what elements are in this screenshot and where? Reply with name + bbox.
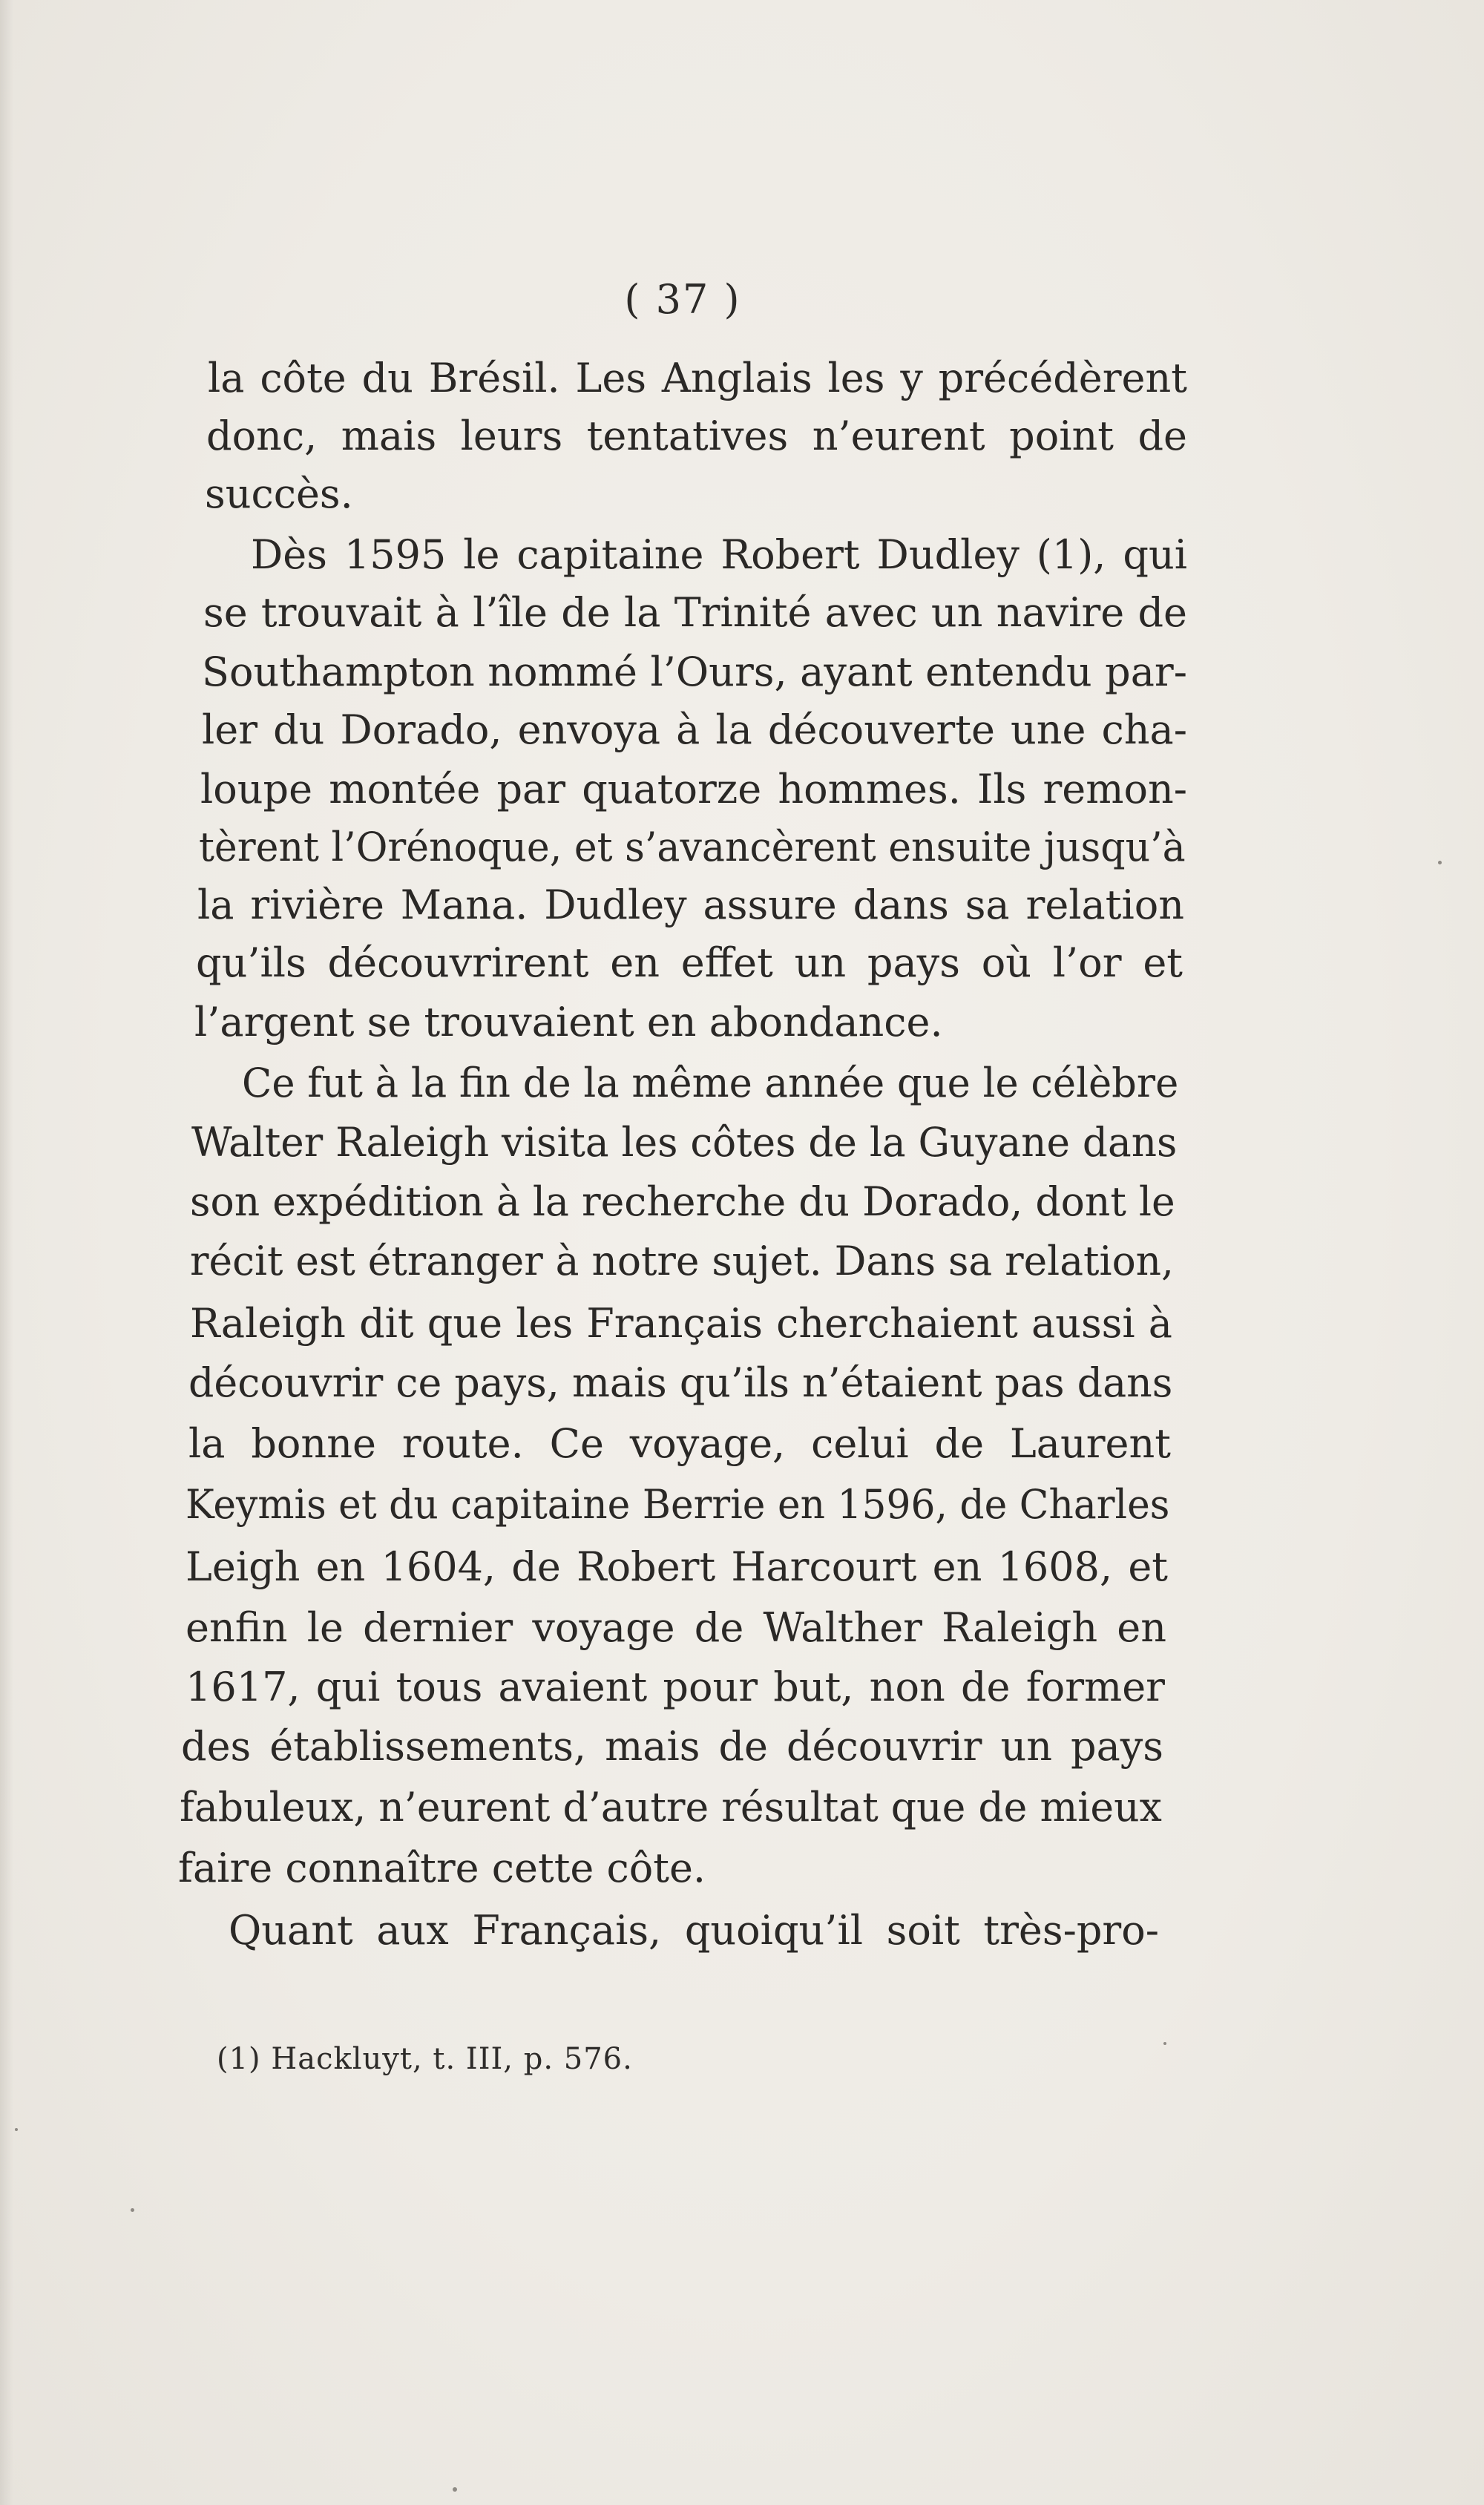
text-line: 1617, qui tous avaient pour but, non de former [186, 1664, 1165, 1710]
text-line: récit est étranger à notre sujet. Dans sa relation, [190, 1238, 1175, 1284]
page-number: ( 37 ) [624, 276, 741, 323]
text-line: donc, mais leurs tentatives n’eurent point de [206, 413, 1187, 459]
text-line: la côte du Brésil. Les Anglais les y précédèrent [208, 355, 1187, 401]
text-line: des établissements, mais de découvrir un pays [181, 1723, 1163, 1770]
footnote: (1) Hackluyt, t. III, p. 576. [217, 2042, 633, 2076]
text-line: son expédition à la recherche du Dorado, dont le [190, 1178, 1175, 1225]
text-line: fabuleux, n’eurent d’autre résultat que de mieux [180, 1784, 1162, 1831]
text-line: se trouvait à l’île de la Trinité avec un navire de [203, 589, 1187, 636]
text-line: Keymis et du capitaine Berrie en 1596, de Charles [186, 1481, 1170, 1528]
text-line: loupe montée par quatorze hommes. Ils remon- [200, 766, 1187, 812]
text-line: la rivière Mana. Dudley assure dans sa relation [197, 881, 1184, 928]
paper-speck [131, 2208, 134, 2212]
text-line: qu’ils découvrirent en effet un pays où l’or et [196, 939, 1183, 986]
paper-speck [1438, 861, 1442, 864]
text-line: ler du Dorado, envoya à la découverte une cha- [202, 706, 1187, 753]
page-edge-shadow [0, 0, 13, 2505]
text-line: Raleigh dit que les Français cherchaient aussi à [190, 1300, 1172, 1347]
text-line: la bonne route. Ce voyage, celui de Laurent [188, 1420, 1171, 1467]
paper-speck [1163, 2042, 1166, 2045]
text-line: tèrent l’Orénoque, et s’avancèrent ensuite jusqu’à [199, 824, 1186, 870]
text-line: Leigh en 1604, de Robert Harcourt en 1608, et [186, 1543, 1168, 1590]
text-line: Dès 1595 le capitaine Robert Dudley (1), qui [251, 531, 1187, 578]
text-line: Ce fut à la fin de la même année que le célèbre [242, 1060, 1179, 1106]
text-line: Southampton nommé l’Ours, ayant entendu par- [202, 649, 1187, 695]
text-line: Quant aux Français, quoiqu’il soit très-pro- [229, 1907, 1159, 1954]
paper-speck [453, 2487, 457, 2492]
text-line: l’argent se trouvaient en abondance. [194, 999, 943, 1045]
text-line: faire connaître cette côte. [178, 1845, 706, 1891]
text-line: découvrir ce pays, mais qu’ils n’étaient pas dans [188, 1359, 1173, 1406]
text-line: succès. [205, 470, 353, 517]
paper-speck [15, 2128, 18, 2131]
text-line: enfin le dernier voyage de Walther Raleigh en [186, 1604, 1166, 1651]
text-line: Walter Raleigh visita les côtes de la Guyane dans [191, 1119, 1178, 1166]
